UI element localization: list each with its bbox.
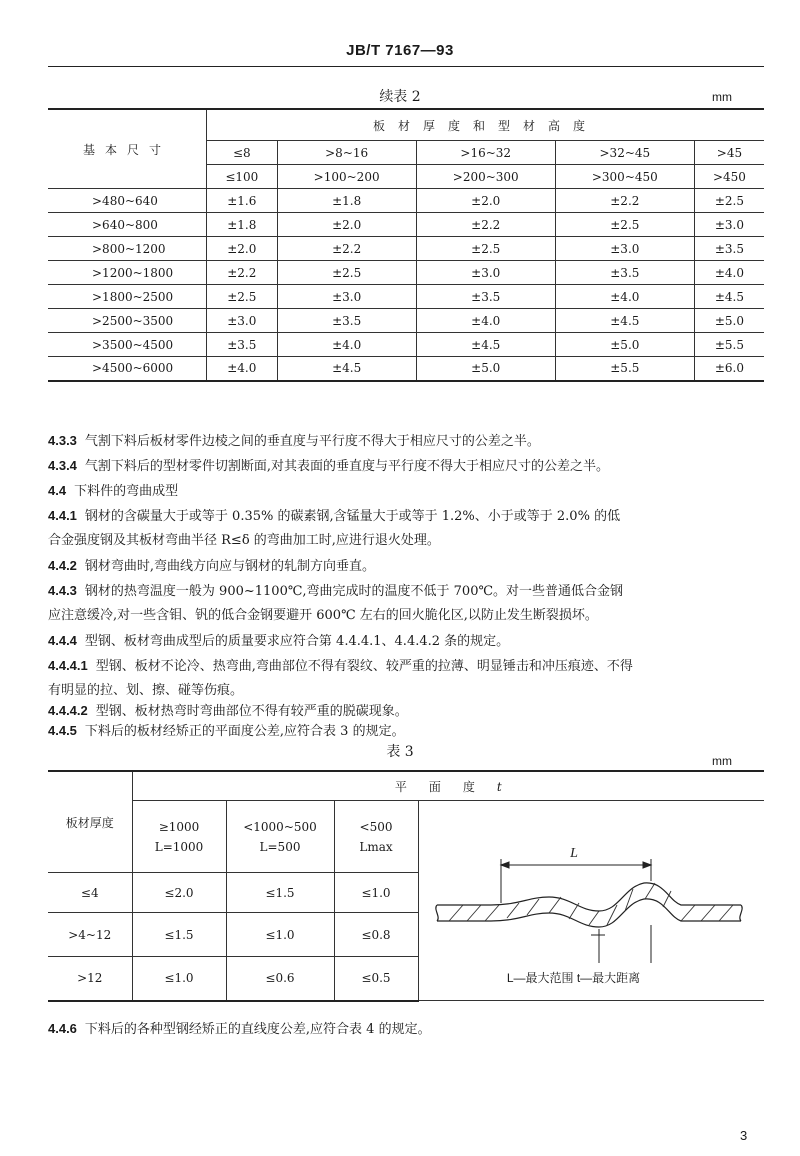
table-cell: ±1.6 [207,189,278,213]
table-cell: ≤0.6 [226,957,334,1001]
table-row [48,285,764,309]
clause-text: 钢材的热弯温度一般为 900~1100℃,弯曲完成时的温度不低于 700℃。对一些普通低合金钢 [84,584,624,599]
break-line-right [739,905,741,921]
column-range: <1000~500 [243,819,317,834]
base-size: >480~640 [48,189,207,213]
table-cell: ±5.0 [694,309,764,333]
clause-number: 4.4.2 [48,558,77,573]
arrow-right-icon [643,862,651,868]
flatness-column [226,801,334,873]
table2-caption: 续表 2 [379,89,421,105]
plate-thickness: ≤4 [48,873,132,913]
table-cell: ±6.0 [694,357,764,381]
plate-lower-edge [437,899,741,927]
clause-number: 4.4 [48,483,67,498]
clause-text: 钢材弯曲时,弯曲线方向应与钢材的轧制方向垂直。 [84,559,376,574]
table-cell: ±5.0 [555,333,694,357]
table-cell: ±2.0 [416,189,555,213]
break-line-left [435,905,437,921]
clause-4-4-2 [48,553,764,579]
column-range: <500 [359,819,393,834]
thickness-range: >32~45 [555,141,694,165]
table-cell: ±4.0 [416,309,555,333]
flatness-column [132,801,226,873]
standard-code: JB/T 7167—93 [346,42,454,59]
clause-number: 4.4.5 [48,723,77,738]
height-range: >200~300 [416,165,555,189]
table-cell: ±2.5 [555,213,694,237]
clause-4-3-4 [48,453,764,479]
height-range: >300~450 [555,165,694,189]
header-rule [48,66,764,67]
table-cell: ±1.8 [207,213,278,237]
base-size: >640~800 [48,213,207,237]
clause-text: 气割下料后板材零件边棱之间的垂直度与平行度不得大于相应尺寸的公差之半。 [84,434,540,449]
clause-text: 型钢、板材不论冷、热弯曲,弯曲部位不得有裂纹、较严重的拉薄、明显锤击和冲压痕迹、不得 [95,659,633,674]
table-row [48,333,764,357]
column-measure: L=1000 [154,839,204,854]
flatness-symbol: t [496,779,502,794]
arrow-left-icon [501,862,509,868]
table-row [48,213,764,237]
clause-number: 4.4.1 [48,508,77,523]
table-cell: ±4.0 [207,357,278,381]
clause-text: 钢材的含碳量大于或等于 0.35% 的碳素钢,含锰量大于或等于 1.2%、小于或等于 2.0% 的低 [84,509,621,524]
dimension-label-L: L [569,846,578,861]
table-cell: ≤0.8 [334,913,418,957]
table-cell: ≤1.5 [132,913,226,957]
clause-4-4-1-cont [48,528,764,553]
table-cell: ≤2.0 [132,873,226,913]
thickness-range: >8~16 [277,141,416,165]
clause-text: 有明显的拉、划、擦、碰等伤痕。 [48,683,244,698]
table-cell: ±2.0 [277,213,416,237]
table-row [48,189,764,213]
clause-4-4-6 [48,1016,764,1042]
table-cell: ±2.0 [207,237,278,261]
plate-thickness: >12 [48,957,132,1001]
table-cell: ±2.2 [277,237,416,261]
plate-thickness-header: 板材厚度 [48,771,132,873]
table-cell: ±4.5 [277,357,416,381]
clause-text: 型钢、板材热弯时弯曲部位不得有较严重的脱碳现象。 [95,704,408,719]
table-cell: ±2.5 [207,285,278,309]
page-number: 3 [740,1128,748,1143]
thickness-range: >16~32 [416,141,555,165]
table-cell: ±3.5 [277,309,416,333]
table-cell: ±4.0 [277,333,416,357]
table-cell: ±2.5 [694,189,764,213]
table-cell: ≤1.5 [226,873,334,913]
table-cell: ±5.5 [694,333,764,357]
base-size: >4500~6000 [48,357,207,381]
table-cell: ±5.5 [555,357,694,381]
clause-4-4-4 [48,628,764,654]
table-cell: ±2.2 [416,213,555,237]
column-measure: Lmax [359,839,393,854]
column-range: ≥1000 [158,819,200,834]
table-cell: ±2.5 [277,261,416,285]
table3-unit: mm [712,754,732,768]
flatness-header [132,771,764,801]
plate-hatching [449,883,733,925]
clause-number: 4.3.3 [48,433,77,448]
clause-4-4-1 [48,503,764,529]
clause-text: 合金强度钢及其板材弯曲半径 R≤δ 的弯曲加工时,应进行退火处理。 [48,533,440,548]
table-cell: ±3.5 [416,285,555,309]
table-cell: ≤1.0 [226,913,334,957]
plate-upper-edge [437,883,741,911]
table-row [48,309,764,333]
base-size: >1800~2500 [48,285,207,309]
table-cell: ≤1.0 [334,873,418,913]
table-cell: ±2.2 [207,261,278,285]
table-cell: ±4.0 [555,285,694,309]
height-range: >100~200 [277,165,416,189]
thickness-range: >45 [694,141,764,165]
height-range: >450 [694,165,764,189]
clause-number: 4.4.6 [48,1021,77,1036]
height-range: ≤100 [207,165,278,189]
clause-4-4-3 [48,578,764,604]
flatness-column [334,801,418,873]
table-cell: ±3.5 [555,261,694,285]
clause-number: 4.4.4 [48,633,77,648]
table-cell: ±3.0 [277,285,416,309]
table-cell: ±4.5 [694,285,764,309]
table-row [48,261,764,285]
clause-4-4 [48,478,764,504]
clause-number: 4.4.4.2 [48,703,88,718]
table-cell: ±3.0 [416,261,555,285]
clause-text: 应注意缓冷,对一些含钼、钒的低合金钢要避开 600℃ 左右的回火脆化区,以防止发生断裂损坏。 [48,608,598,623]
base-size: >1200~1800 [48,261,207,285]
table-cell: ±4.5 [416,333,555,357]
table-cell: ±3.5 [694,237,764,261]
table-cell: ≤0.5 [334,957,418,1001]
column-measure: L=500 [259,839,301,854]
clause-text: 下料件的弯曲成型 [74,484,179,499]
table-cell: ±3.0 [694,213,764,237]
clause-4-4-3-cont [48,603,764,628]
clause-text: 下料后的板材经矫正的平面度公差,应符合表 3 的规定。 [84,724,405,739]
thickness-range: ≤8 [207,141,278,165]
clause-number: 4.4.3 [48,583,77,598]
clause-number: 4.4.4.1 [48,658,88,673]
clause-text: 下料后的各种型钢经矫正的直线度公差,应符合表 4 的规定。 [84,1022,431,1037]
flatness-table [48,770,764,1002]
base-size-header: 基本尺寸 [48,109,207,189]
thickness-height-header: 板材厚度和型材高度 [207,109,765,141]
table-cell: ±3.0 [555,237,694,261]
clause-text: 型钢、板材弯曲成型后的质量要求应符合第 4.4.4.1、4.4.4.2 条的规定。 [84,634,510,649]
clause-number: 4.3.4 [48,458,77,473]
table-cell: ±3.5 [207,333,278,357]
table-row [48,357,764,381]
table-cell: ±5.0 [416,357,555,381]
table-cell: ±4.0 [694,261,764,285]
base-size: >3500~4500 [48,333,207,357]
base-size: >800~1200 [48,237,207,261]
tolerance-table [48,108,764,382]
plate-thickness: >4~12 [48,913,132,957]
table-cell: ±4.5 [555,309,694,333]
clause-4-3-3 [48,428,764,454]
flatness-figure-cell [418,801,764,1001]
table-cell: ±1.8 [277,189,416,213]
clause-text: 气割下料后的型材零件切割断面,对其表面的垂直度与平行度不得大于相应尺寸的公差之半。 [84,459,610,474]
table-cell: ≤1.0 [132,957,226,1001]
flatness-title: 平面度 [394,779,497,794]
figure-caption: L—最大范围 t—最大距离 [506,971,641,985]
base-size: >2500~3500 [48,309,207,333]
table3-caption: 表 3 [386,744,414,760]
table-row [48,237,764,261]
table-cell: ±3.0 [207,309,278,333]
table-cell: ±2.5 [416,237,555,261]
table2-unit: mm [712,90,732,104]
table-cell: ±2.2 [555,189,694,213]
clause-4-4-4-1 [48,653,764,679]
